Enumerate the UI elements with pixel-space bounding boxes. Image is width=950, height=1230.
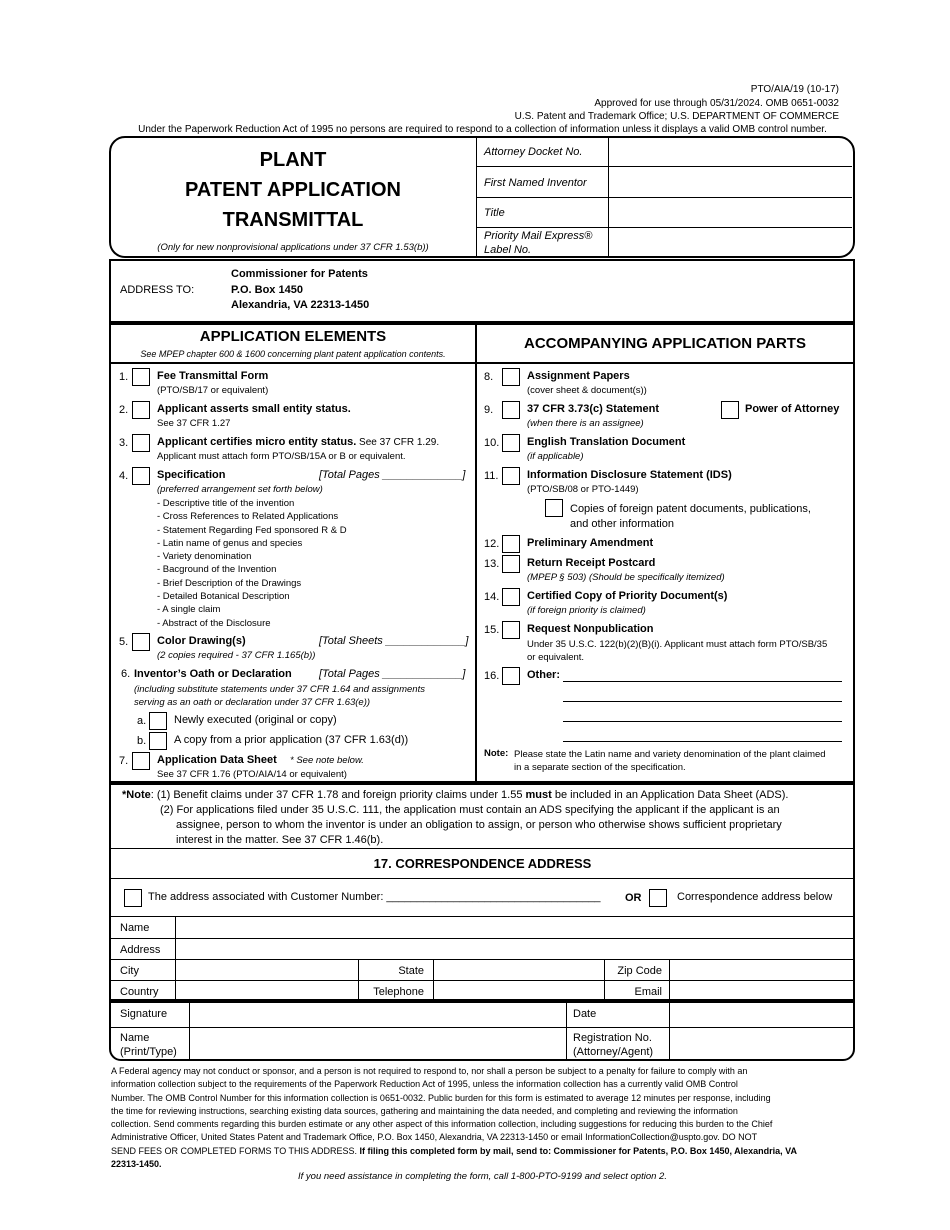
item3-sub: Applicant must attach form PTO/SB/15A or B or equivalent.: [157, 451, 406, 462]
registration-line2: (Attorney/Agent): [573, 1046, 654, 1058]
foreign-copies-line2: and other information: [570, 518, 674, 530]
address-field-label: Address: [120, 944, 161, 956]
item15-sub: [527, 638, 827, 665]
title-line-1: PLANT: [259, 149, 327, 171]
correspondence-below-label: Correspondence address below: [677, 891, 833, 903]
item4-spec-list: [157, 497, 347, 630]
country-field[interactable]: [177, 982, 357, 999]
item15-sub-line1: Under 35 U.S.C. 122(b)(2)(B)(i). Applicant must attach form PTO/SB/35: [527, 639, 828, 650]
item3-label-tail: See 37 CFR 1.29.: [356, 437, 440, 448]
star-note-1a: : (1) Benefit claims under 37 CFR 1.78 and foreign priority claims under 1.55: [150, 789, 526, 801]
city-label: City: [120, 965, 139, 977]
app-elements-heading: APPLICATION ELEMENTS: [199, 328, 387, 345]
address-label: ADDRESS TO:: [120, 284, 195, 296]
priority-mail-field[interactable]: [610, 230, 850, 255]
item11-sub: (PTO/SB/08 or PTO-1449): [527, 484, 639, 495]
item5-sub: (2 copies required - 37 CFR 1.165(b)): [157, 650, 316, 661]
item13-sub: [527, 572, 725, 583]
address-field[interactable]: [177, 940, 852, 958]
item13-label: Return Receipt Postcard: [527, 557, 656, 569]
item11-number: 11.: [484, 470, 499, 482]
telephone-field[interactable]: [435, 982, 603, 999]
item6-sub: [134, 683, 425, 710]
power-of-attorney-checkbox[interactable]: [721, 401, 739, 419]
power-of-attorney-label: Power of Attorney: [745, 403, 840, 415]
item9-number: 9.: [484, 404, 494, 416]
star-note-line2: (2) For applications filed under 35 U.S.C. 111, the application must contain an ADS specifying the applicant if the applicant is an: [160, 804, 780, 816]
item15-sub-line2: or equivalent.: [527, 652, 585, 664]
item16-label: Other:: [527, 669, 560, 681]
star-note-1c: be included in an Application Data Sheet (ADS).: [551, 789, 789, 801]
title-line-2: PATENT APPLICATION: [185, 179, 401, 201]
item15-number: 15.: [484, 624, 500, 636]
title-field[interactable]: [610, 200, 850, 225]
spec-list-item: - Abstract of the Disclosure: [157, 617, 271, 629]
item4-sub: (preferred arrangement set forth below): [157, 484, 323, 495]
item14-checkbox[interactable]: [502, 588, 520, 606]
item2-checkbox[interactable]: [132, 401, 150, 419]
item10-label: English Translation Document: [527, 436, 686, 448]
item7-number: 7.: [119, 755, 129, 767]
item4-total-pages[interactable]: [Total Pages _____________]: [319, 469, 466, 481]
priority-label-line1: Priority Mail Express®: [484, 230, 593, 242]
docket-label: Attorney Docket No.: [484, 146, 583, 158]
item5-checkbox[interactable]: [132, 633, 150, 651]
burden-line: the time for reviewing instructions, searching existing data sources, gathering and maintaining the data needed, and completing and reviewing the information: [111, 1105, 738, 1116]
spec-list-item: - Latin name of genus and species: [157, 537, 303, 549]
item11-label: Information Disclosure Statement (IDS): [527, 469, 732, 481]
zip-field[interactable]: [671, 961, 852, 979]
item14-label: Certified Copy of Priority Document(s): [527, 590, 728, 602]
foreign-copies-checkbox[interactable]: [545, 499, 563, 517]
name-label: Name: [120, 922, 150, 934]
correspondence-heading: 17. CORRESPONDENCE ADDRESS: [373, 856, 592, 871]
item2-label: Applicant asserts small entity status.: [157, 403, 351, 415]
item10-number: 10.: [484, 437, 500, 449]
item4-checkbox[interactable]: [132, 467, 150, 485]
item5-total-sheets[interactable]: [Total Sheets _____________]: [319, 635, 469, 647]
address-line-2: P.O. Box 1450: [231, 283, 303, 296]
item6b-letter: b.: [137, 735, 147, 747]
item9-label: 37 CFR 3.73(c) Statement: [527, 403, 660, 415]
item6-sub-line2: serving as an oath or declaration under 37 CFR 1.63(e)): [134, 697, 371, 709]
item15-label: Request Nonpublication: [527, 623, 654, 635]
item16-checkbox[interactable]: [502, 667, 520, 685]
spec-list-item: - Statement Regarding Fed sponsored R & D: [157, 524, 347, 536]
country-label: Country: [120, 986, 159, 998]
other-line-4[interactable]: [563, 741, 842, 742]
note-text: [514, 748, 826, 775]
item1-number: 1.: [119, 371, 129, 383]
item6-sub-line1: (including substitute statements under 37 CFR 1.64 and assignments: [134, 684, 425, 695]
address-line-1: Commissioner for Patents: [231, 268, 368, 280]
priority-mail-label: [484, 229, 592, 257]
item6b-checkbox[interactable]: [149, 732, 167, 750]
registration-label: [573, 1031, 653, 1059]
item8-label: Assignment Papers: [527, 370, 630, 382]
address-block: [109, 259, 855, 323]
item6a-checkbox[interactable]: [149, 712, 167, 730]
burden-line: 22313-1450.: [111, 1159, 162, 1170]
office-line: U.S. Patent and Trademark Office; U.S. DEPARTMENT OF COMMERCE: [514, 111, 839, 122]
registration-field[interactable]: [671, 1029, 852, 1058]
burden-line: information collection subject to the requirements of the Paperwork Reduction Act of 1995, unless the information collection has a currently valid OMB Control: [111, 1079, 738, 1090]
item8-checkbox[interactable]: [502, 368, 520, 386]
state-field[interactable]: [435, 961, 603, 979]
note-line1: Please state the Latin name and variety denomination of the plant claimed: [514, 749, 826, 760]
foreign-copies-label: [570, 502, 811, 532]
date-field[interactable]: [671, 1003, 852, 1026]
accompanying-heading: ACCOMPANYING APPLICATION PARTS: [524, 335, 806, 352]
print-name-field[interactable]: [191, 1029, 565, 1058]
item8-number: 8.: [484, 371, 494, 383]
item1-checkbox[interactable]: [132, 368, 150, 386]
star-note-line4: interest in the matter. See 37 CFR 1.46(b).: [176, 834, 384, 846]
item9-sub: (when there is an assignee): [527, 418, 644, 429]
item7-label: Application Data Sheet: [157, 754, 277, 766]
item10-checkbox[interactable]: [502, 434, 520, 452]
item1-sub: (PTO/SB/17 or equivalent): [157, 385, 269, 396]
spec-list-item: - Bacground of the Invention: [157, 564, 277, 576]
item3-label: Applicant certifies micro entity status.: [157, 436, 357, 448]
app-elements-subheading: See MPEP chapter 600 & 1600 concerning plant patent application contents.: [140, 349, 446, 359]
other-line-2[interactable]: [563, 701, 842, 702]
item13-sub-a: (MPEP § 503): [527, 572, 587, 583]
item6-number: 6.: [121, 668, 131, 680]
form-number: PTO/AIA/19 (10-17): [750, 84, 839, 95]
item14-number: 14.: [484, 591, 500, 603]
zip-label: Zip Code: [617, 965, 662, 977]
item3-label-row: [157, 436, 439, 448]
item15-checkbox[interactable]: [502, 621, 520, 639]
star-note-1b: must: [525, 789, 552, 801]
note-label: Note:: [484, 748, 509, 759]
email-field[interactable]: [671, 982, 852, 999]
item10-sub: (if applicable): [527, 451, 584, 462]
item4-label: Specification: [157, 469, 226, 481]
item3-number: 3.: [119, 437, 129, 449]
print-name-line2: (Print/Type): [120, 1046, 177, 1058]
signature-label: Signature: [120, 1008, 168, 1020]
approval-line: Approved for use through 05/31/2024. OMB 0651-0032: [594, 98, 839, 109]
item6a-letter: a.: [137, 715, 147, 727]
star-note-line3: assignee, person to whom the inventor is under an obligation to assign, or person who otherwise shows sufficient proprietary: [176, 819, 782, 831]
customer-number-label[interactable]: The address associated with Customer Number: ___________________________________: [148, 891, 601, 903]
burden-line: A Federal agency may not conduct or sponsor, and a person is not required to respond to, nor shall a person be subject to a penalty for failure to comply with an: [111, 1066, 748, 1076]
star-note-label: *Note: [122, 789, 151, 801]
email-label: Email: [634, 986, 662, 998]
item2-sub: See 37 CFR 1.27: [157, 418, 231, 429]
item12-checkbox[interactable]: [502, 535, 520, 553]
signature-field[interactable]: [191, 1003, 565, 1026]
date-label: Date: [573, 1008, 597, 1020]
item13-sub-b: (Should be specifically itemized): [586, 572, 725, 583]
form-title: [111, 145, 475, 235]
state-label: State: [398, 965, 424, 977]
spec-list-item: - Brief Description of the Drawings: [157, 577, 302, 589]
or-label: OR: [625, 892, 642, 904]
customer-number-checkbox[interactable]: [124, 889, 142, 907]
burden-statement: [111, 1065, 797, 1171]
foreign-copies-line1: Copies of foreign patent documents, publications,: [570, 503, 811, 515]
note-line2: in a separate section of the specification.: [514, 762, 686, 774]
inventor-field[interactable]: [610, 170, 850, 195]
item12-number: 12.: [484, 538, 500, 550]
address-line-3: Alexandria, VA 22313-1450: [231, 299, 370, 311]
spec-list-item: - Descriptive title of the invention: [157, 498, 295, 509]
item14-sub: (if foreign priority is claimed): [527, 605, 646, 616]
item4-number: 4.: [119, 470, 129, 482]
burden-line: Administrative Officer, United States Patent and Trademark Office, P.O. Box 1450, Alexandria, VA 22313-1450 or email InformationCollection@uspto.gov. DO NOT: [111, 1132, 758, 1143]
assistance-line: If you need assistance in completing the form, call 1-800-PTO-9199 and select option 2.: [298, 1171, 667, 1182]
item2-number: 2.: [119, 404, 129, 416]
item1-label: Fee Transmittal Form: [157, 370, 269, 382]
docket-field[interactable]: [610, 140, 850, 164]
burden-line: collection. Send comments regarding this burden estimate or any other aspect of this information collection, including suggestions for reducing this burden to the Chief: [111, 1119, 773, 1130]
item13-checkbox[interactable]: [502, 555, 520, 573]
item6-total-pages[interactable]: [Total Pages _____________]: [319, 668, 466, 680]
item6a-label: Newly executed (original or copy): [174, 714, 337, 726]
spec-list-item: - Variety denomination: [157, 551, 252, 563]
item5-number: 5.: [119, 636, 129, 648]
city-field[interactable]: [177, 961, 357, 979]
burden-line-7a: SEND FEES OR COMPLETED FORMS TO THIS ADDRESS.: [111, 1145, 360, 1156]
telephone-label: Telephone: [373, 986, 424, 998]
inventor-label: First Named Inventor: [484, 177, 587, 189]
item6-label: Inventor’s Oath or Declaration: [134, 668, 292, 680]
title-subtitle: (Only for new nonprovisional applications under 37 CFR 1.53(b)): [157, 242, 429, 253]
item7-sub: See 37 CFR 1.76 (PTO/AIA/14 or equivalent): [157, 769, 347, 780]
address-lines: [231, 267, 369, 314]
other-line-1[interactable]: [563, 681, 842, 682]
star-note-line1: [122, 789, 788, 801]
item7-note: * See note below.: [290, 755, 364, 766]
spec-list-item: - Cross References to Related Applications: [157, 511, 339, 523]
item9-checkbox[interactable]: [502, 401, 520, 419]
registration-line1: Registration No.: [573, 1032, 652, 1044]
paperwork-notice: Under the Paperwork Reduction Act of 1995 no persons are required to respond to a collection of information unless it displays a valid OMB control number.: [138, 124, 827, 135]
item11-checkbox[interactable]: [502, 467, 520, 485]
item8-sub: (cover sheet & document(s)): [527, 385, 647, 396]
burden-line: Number. The OMB Control Number for this information collection is 0651-0032. Public burden for this form is estimated to average 12 minutes per response, including: [111, 1092, 771, 1103]
item6b-label: A copy from a prior application (37 CFR 1.63(d)): [174, 734, 409, 746]
other-line-3[interactable]: [563, 721, 842, 722]
burden-line-7b: If filing this completed form by mail, send to: Commissioner for Patents, P.O. Box 1450, Alexandria, VA: [359, 1145, 797, 1156]
item12-label: Preliminary Amendment: [527, 537, 654, 549]
burden-line: [111, 1145, 797, 1158]
priority-label-line2: Label No.: [484, 244, 532, 256]
print-name-line1: Name: [120, 1032, 150, 1044]
item7-checkbox[interactable]: [132, 752, 150, 770]
spec-list-item: - Detailed Botanical Description: [157, 591, 290, 603]
print-name-label: [120, 1031, 177, 1059]
item13-number: 13.: [484, 558, 500, 570]
item3-checkbox[interactable]: [132, 434, 150, 452]
name-field[interactable]: [177, 918, 852, 937]
item16-number: 16.: [484, 670, 500, 682]
title-label: Title: [484, 207, 505, 219]
title-line-3: TRANSMITTAL: [222, 209, 364, 231]
correspondence-below-checkbox[interactable]: [649, 889, 667, 907]
item5-label: Color Drawing(s): [157, 635, 246, 647]
spec-list-item: - A single claim: [157, 604, 221, 616]
